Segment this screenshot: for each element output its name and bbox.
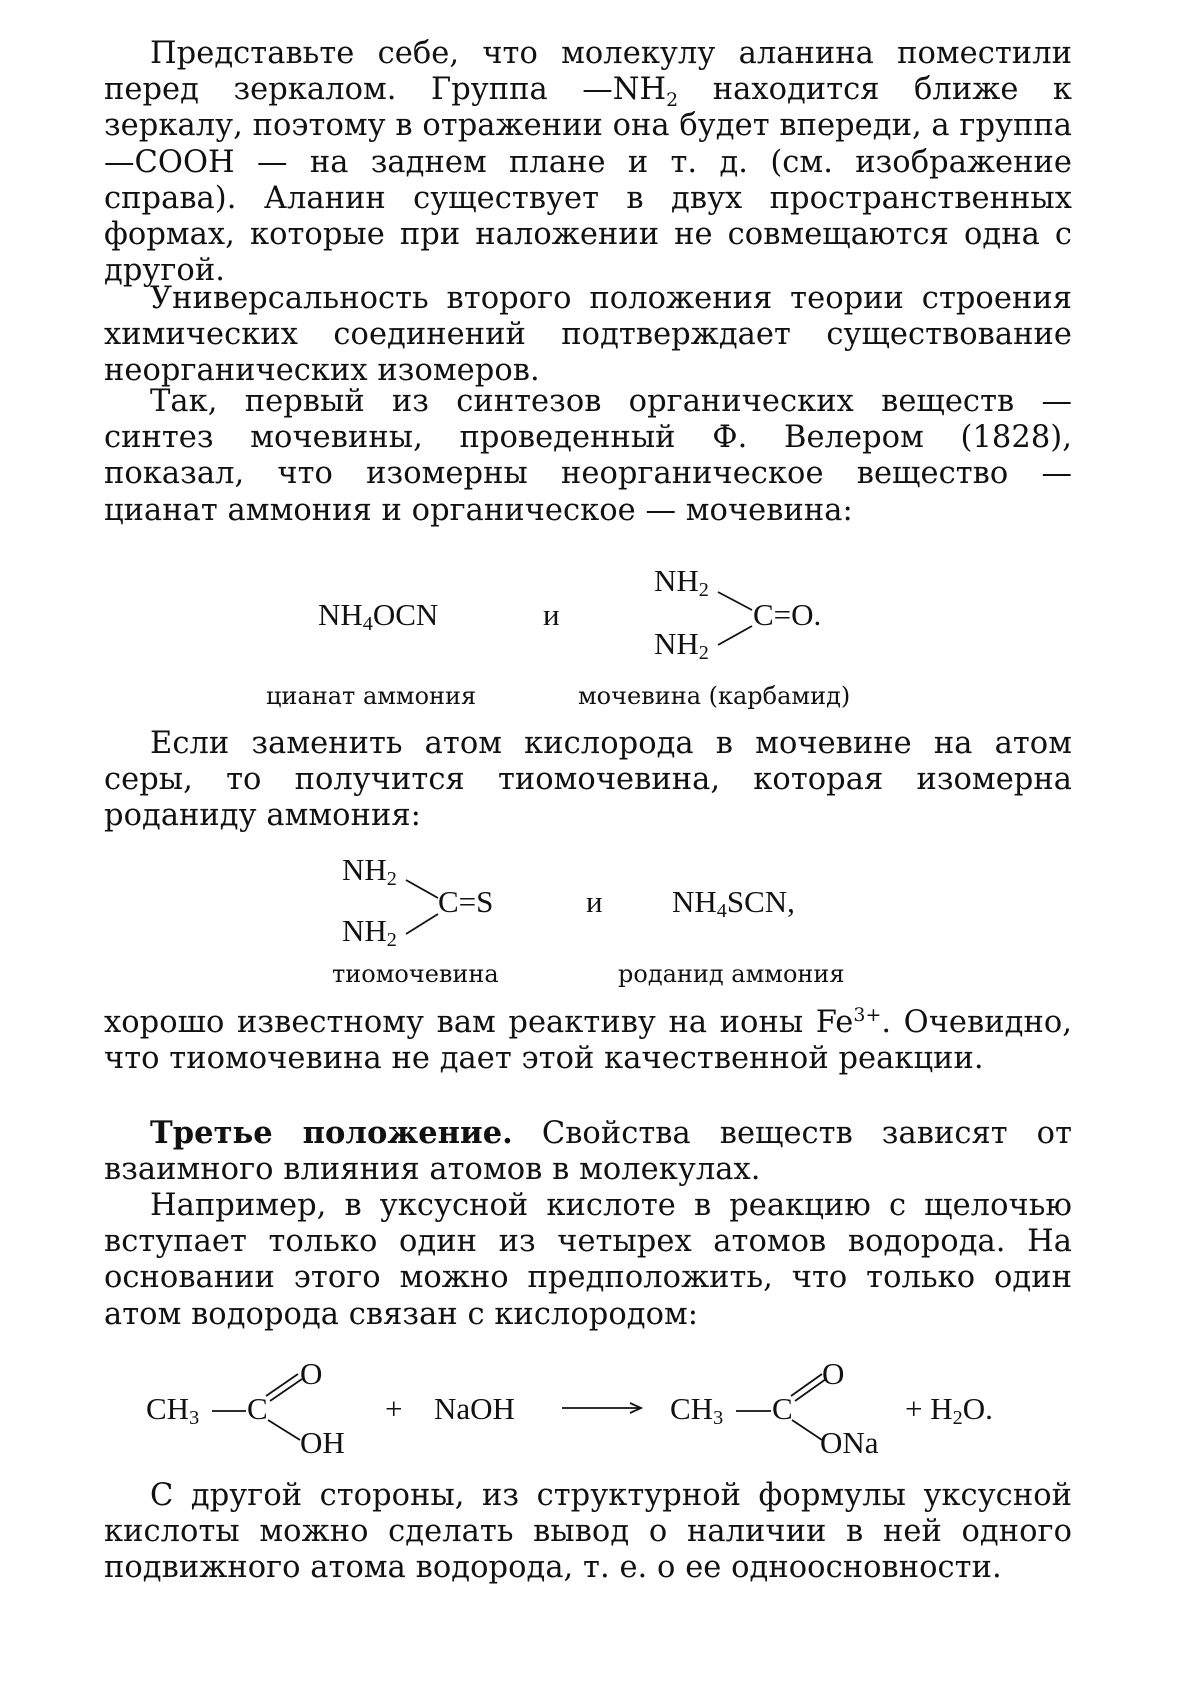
product-carbon: C	[772, 1391, 793, 1426]
formula-ammonium-thiocyanate: $NH_4SCN$,	[672, 884, 795, 923]
caption-thiourea: тиомочевина	[332, 960, 499, 988]
thiourea-nh2-bottom: $NH_2$	[342, 913, 397, 952]
paragraph-monobasicity: С другой стороны, из структурной формулы уксусной кислоты можно сделать вывод о наличии в ней одного подвижного атома водорода, т. е. о ее одноосновности.	[104, 1478, 1072, 1586]
paragraph-iron-reagent: хорошо известному вам реактиву на ионы $Fe^{3+}$. Очевидно, что тиомочевина не дает этой качественной реакции.	[104, 1003, 1072, 1077]
product-water: + $H_2O$.	[905, 1391, 993, 1430]
paragraph-third-principle: Третье положение. Свойства веществ зависят от взаимного влияния атомов в молекулах.	[104, 1115, 1072, 1188]
reactant-hydroxyl: OH	[300, 1425, 345, 1460]
reactant-carbon: C	[247, 1391, 268, 1426]
heading-third-principle: Третье положение.	[150, 1115, 513, 1151]
caption-ammonium-thiocyanate: роданид аммония	[618, 960, 845, 988]
urea-carbonyl: C=O.	[753, 597, 822, 632]
reactant-ch3: $CH_3$	[146, 1391, 200, 1430]
reagent-naoh: NaOH	[434, 1391, 515, 1426]
caption-urea: мочевина (карбамид)	[578, 682, 851, 710]
reactant-oxygen: O	[300, 1356, 323, 1391]
product-ona: ONa	[820, 1425, 879, 1460]
paragraph-acetic-acid: Например, в уксусной кислоте в реакцию с щелочью вступает только один из четырех атомов водорода. На основании этого можно предположить, что только один атом водорода связан с кислородом:	[104, 1188, 1072, 1332]
paragraph-wohler-synthesis: Так, первый из синтезов органических веществ — синтез мочевины, проведенный Ф. Велером (1828), показал, что изомерны неорганическое вещество — цианат аммония и органическое — мочевина:	[104, 384, 1072, 528]
conjunction-and-2: и	[586, 884, 603, 919]
conjunction-and-1: и	[543, 597, 560, 632]
urea-nh2-bottom: $NH_2$	[654, 626, 709, 665]
urea-nh2-top: $NH_2$	[654, 563, 709, 602]
paragraph-thiourea: Если заменить атом кислорода в мочевине на атом серы, то получится тиомочевина, которая изомерна роданиду аммония:	[104, 726, 1072, 834]
formula-ammonium-cyanate: $NH_4OCN$	[318, 597, 439, 636]
caption-ammonium-cyanate: цианат аммония	[266, 682, 477, 710]
paragraph-universality: Универсальность второго положения теории строения химических соединений подтверждает существование неорганических изомеров.	[104, 281, 1072, 389]
thiourea-nh2-top: $NH_2$	[342, 852, 397, 891]
thiourea-thiocarbonyl: C=S	[438, 884, 494, 919]
product-ch3: $CH_3$	[670, 1391, 724, 1430]
paragraph-alanine-mirror: Представьте себе, что молекулу аланина поместили перед зеркалом. Группа $—NH_2$ находится ближе к зеркалу, поэтому в отражении она будет впереди, а группа —COOH — на заднем плане и т. д. (см. изображение справа). Аланин существует в двух пространственных формах, которые при наложении не совмещаются одна с другой.	[104, 36, 1073, 289]
plus-sign-1: +	[385, 1391, 403, 1426]
product-oxygen: O	[822, 1356, 845, 1391]
